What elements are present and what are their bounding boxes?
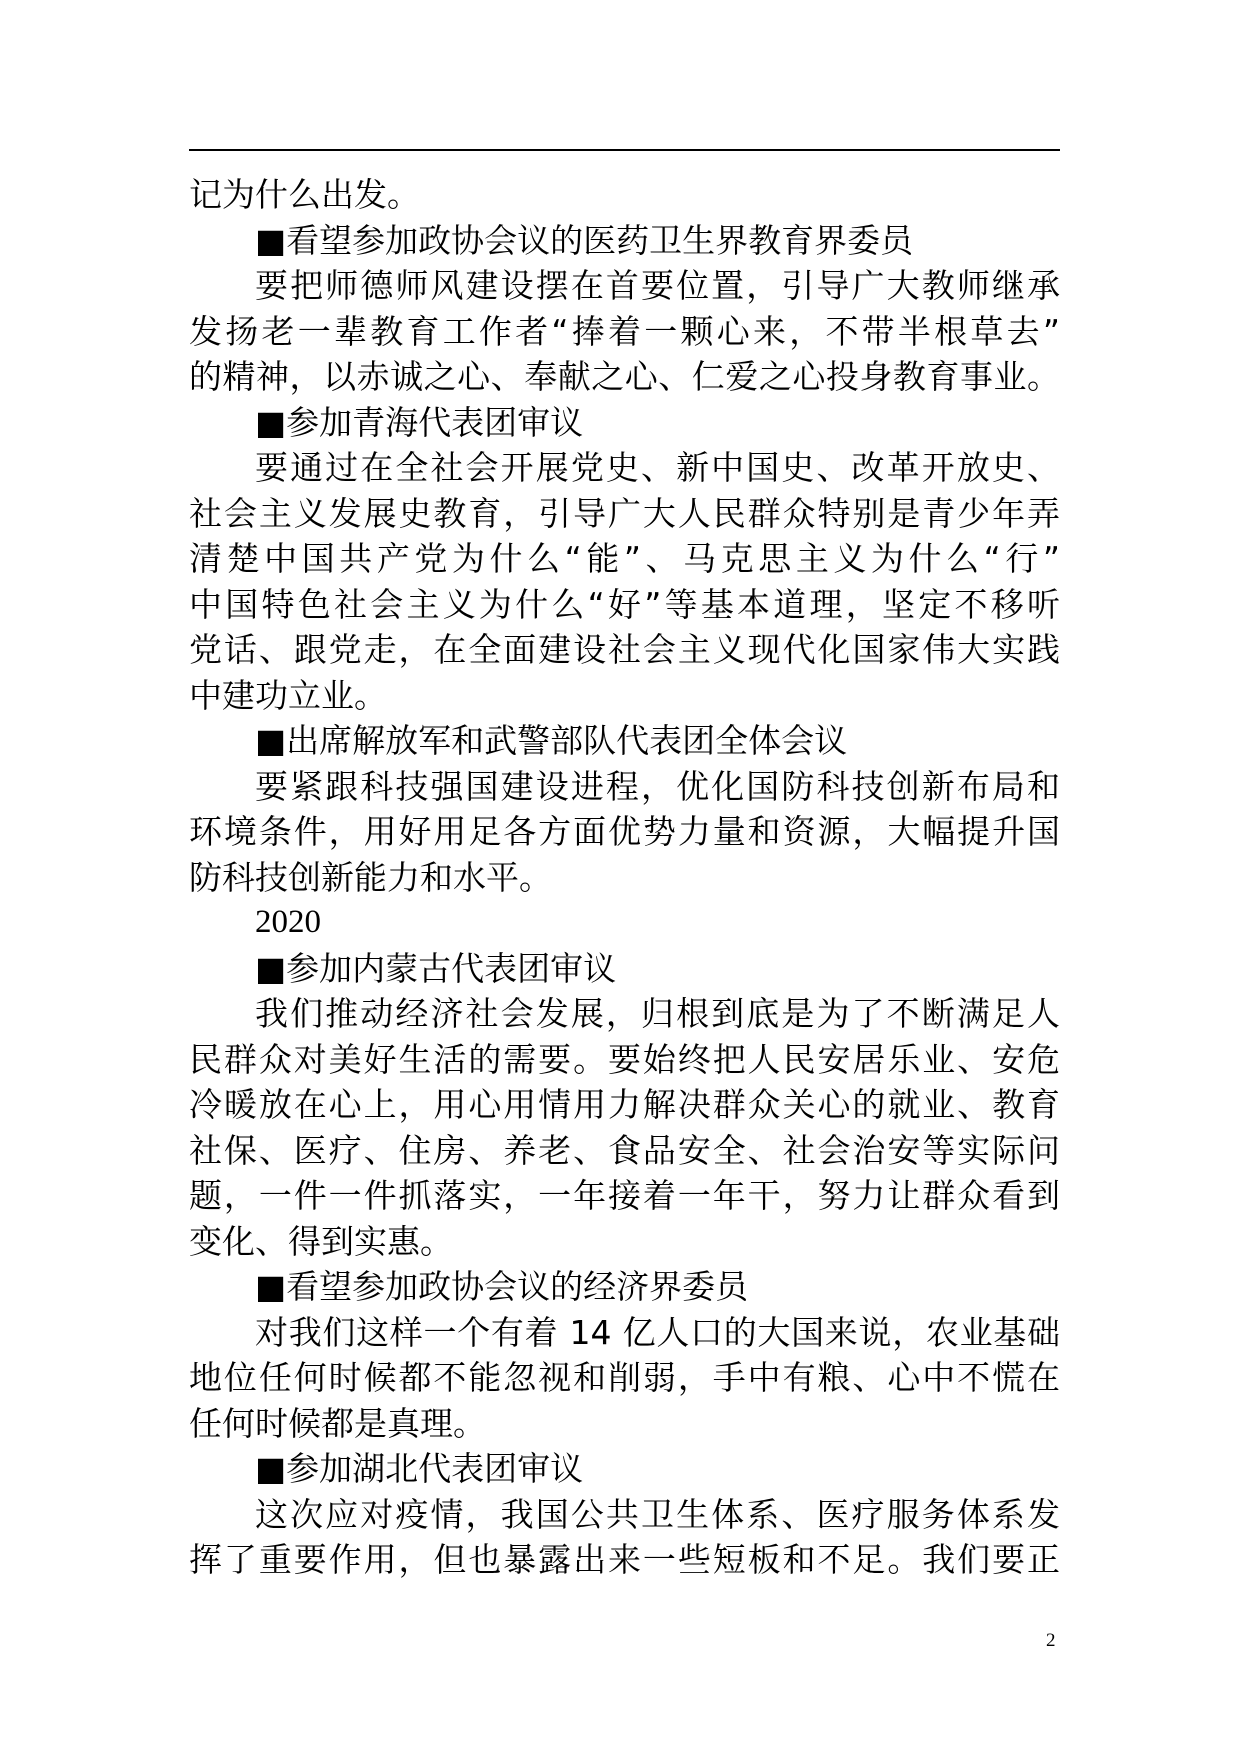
text-line: 的精神，以赤诚之心、奉献之心、仁爱之心投身教育事业。	[189, 357, 1060, 396]
text-line: 要通过在全社会开展党史、新中国史、改革开放史、	[255, 448, 1060, 487]
text-line: 环境条件，用好用足各方面优势力量和资源，大幅提升国	[189, 812, 1060, 851]
text-line: 清楚中国共产党为什么“能”、马克思主义为什么“行”	[189, 539, 1060, 578]
text-line: 民群众对美好生活的需要。要始终把人民安居乐业、安危	[189, 1039, 1060, 1079]
section-heading-line: ■看望参加政协会议的经济界委员	[255, 1267, 749, 1306]
header-rule	[189, 149, 1060, 151]
text-line: 这次应对疫情，我国公共卫生体系、医疗服务体系发	[255, 1494, 1060, 1534]
text-line: 我们推动经济社会发展，归根到底是为了不断满足人	[255, 994, 1060, 1033]
page-number: 2	[1046, 1630, 1056, 1651]
section-heading-line: ■参加内蒙古代表团审议	[255, 948, 617, 988]
text-line: 发扬老一辈教育工作者“捧着一颗心来，不带半根草去”	[189, 311, 1060, 351]
text-line: 变化、得到实惠。	[189, 1221, 453, 1261]
text-line: 要把师德师风建设摆在首要位置，引导广大教师继承	[255, 266, 1060, 305]
section-heading-line: ■参加青海代表团审议	[255, 402, 584, 442]
text-line: 2020	[255, 904, 321, 940]
text-line: 社会主义发展史教育，引导广大人民群众特别是青少年弄	[189, 493, 1060, 533]
document-body	[189, 172, 1060, 1583]
section-heading-line: ■出席解放军和武警部队代表团全体会议	[255, 721, 848, 760]
text-line: 冷暖放在心上，用心用情用力解决群众关心的就业、教育	[189, 1085, 1060, 1124]
text-line: 对我们这样一个有着 14 亿人口的大国来说，农业基础	[255, 1312, 1060, 1352]
text-line: 挥了重要作用，但也暴露出来一些短板和不足。我们要正	[189, 1540, 1060, 1579]
text-line: 中国特色社会主义为什么“好”等基本道理，坚定不移听	[189, 584, 1060, 624]
section-heading-line: ■参加湖北代表团审议	[255, 1449, 584, 1488]
text-line: 防科技创新能力和水平。	[189, 857, 552, 897]
text-line: 题，一件一件抓落实，一年接着一年干，努力让群众看到	[189, 1176, 1060, 1215]
section-heading-line: ■看望参加政协会议的医药卫生界教育界委员	[255, 220, 914, 260]
text-line: 中建功立业。	[189, 675, 387, 715]
text-line: 任何时候都是真理。	[189, 1403, 486, 1443]
text-line: 要紧跟科技强国建设进程，优化国防科技创新布局和	[255, 766, 1060, 806]
text-line: 地位任何时候都不能忽视和削弱，手中有粮、心中不慌在	[189, 1358, 1060, 1397]
text-line: 党话、跟党走，在全面建设社会主义现代化国家伟大实践	[189, 630, 1060, 669]
text-line: 社保、医疗、住房、养老、食品安全、社会治安等实际问	[189, 1130, 1060, 1170]
text-line: 记为什么出发。	[189, 175, 420, 214]
